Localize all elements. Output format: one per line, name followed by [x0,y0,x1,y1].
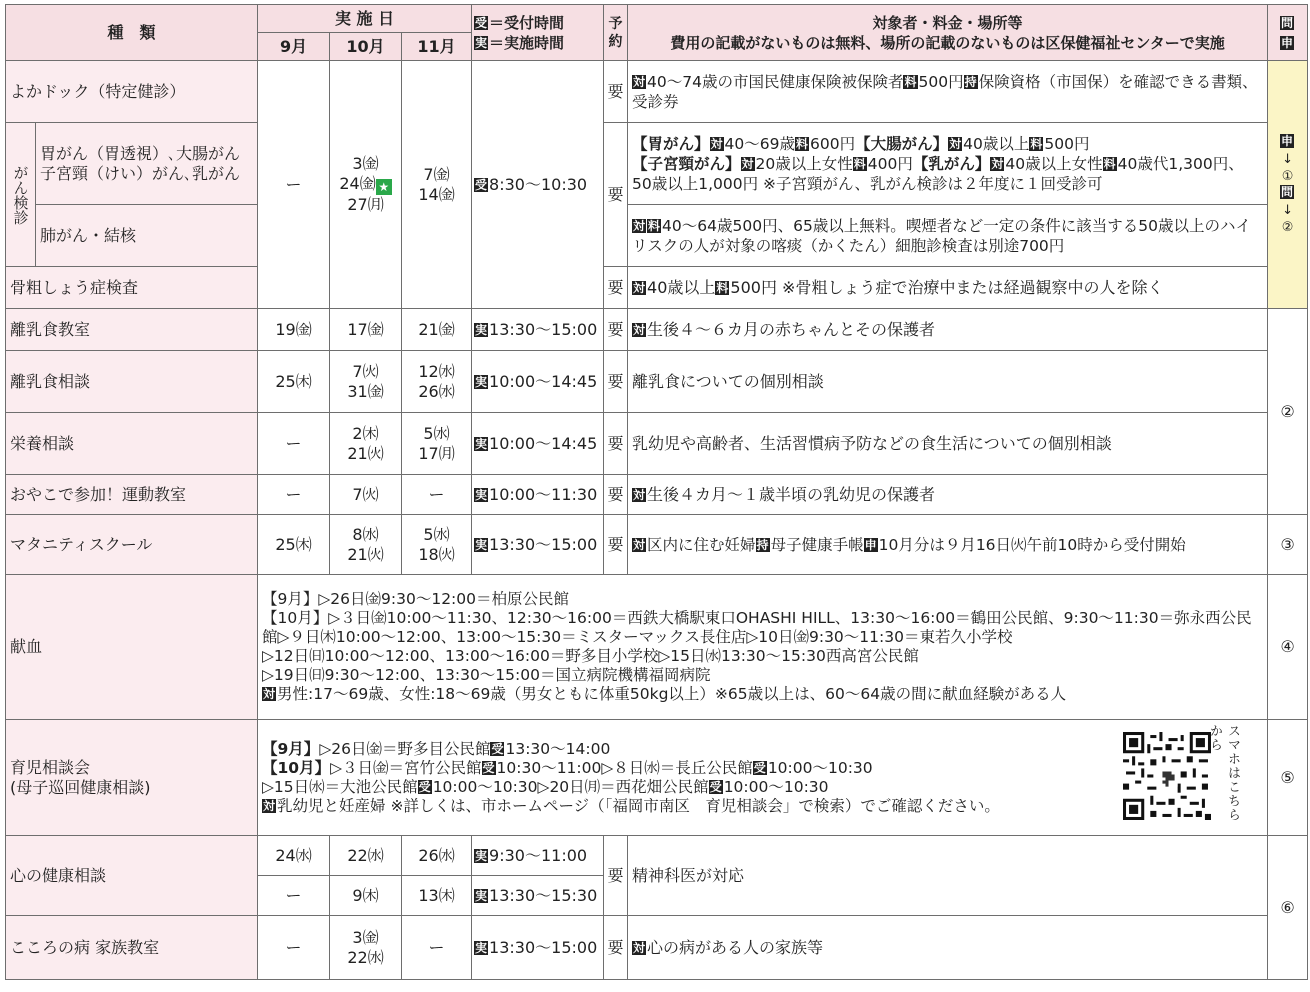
conduct-tag-icon: 実 [475,374,488,389]
oyako-desc [628,475,1268,515]
oyako-time [472,475,604,515]
gan-desc1-c: 600円 [810,134,856,153]
rinyu-consult-oct [330,351,402,413]
sumaho-text: スマホはこちらから [1207,724,1241,822]
kenketsu-line3: ▷12日㈰10:00〜12:00、13:00〜16:00＝野多目小学校▷15日㈬13:30〜15:30西高宮公民館 [262,647,919,665]
fee-tag-icon: 料 [648,218,661,233]
oyako-oct: 7㈫ [330,475,402,515]
eiyo-nov1: 5㈬ [423,423,450,443]
rinyu-class-sep: 19㈮ [258,309,330,351]
eiyo-sep: ー [258,413,330,475]
header-type: 種 類 [6,5,258,61]
row-name-eiyo: 栄養相談 [6,413,258,475]
ikuji-line2-a: 【10月】 [262,758,331,777]
reception-tag-icon: 受 [418,779,431,794]
header-time-line1: ＝受付時間 [489,13,565,32]
gan-desc1 [628,123,1268,205]
kokoro-family-oct2: 22㈬ [347,947,384,967]
gan-desc1-g: 【子宮頸がん】 [632,154,741,173]
row-req-yoka: 要 [604,61,628,123]
table-row [6,720,1308,836]
gan-time [472,61,604,309]
row-name-maternity: マタニティスクール [6,515,258,575]
maternity-desc [628,515,1268,575]
ikuji-detail [258,720,1268,836]
kokoro-time1-text: 9:30〜11:00 [489,845,588,865]
fee-tag-icon: 料 [1030,136,1043,151]
contact-5: ⑤ [1268,720,1308,836]
contact-2: ② [1268,309,1308,515]
reception-tag-icon: 受 [475,177,488,192]
contact-tag-icon: 問 [1281,15,1294,30]
kokoro-family-sep: ー [258,916,330,980]
bone-desc-a: 40歳以上 [647,277,716,297]
gan-desc1-i: 400円 [867,154,913,173]
ikuji-name1: 育児相談会 [10,757,91,777]
star-icon: ★ [376,179,392,195]
contact-4: ④ [1268,575,1308,720]
gan-req: 要 [604,123,628,267]
conduct-tag-icon: 実 [475,537,488,552]
oyako-sep: ー [258,475,330,515]
kokoro-family-req: 要 [604,916,628,980]
header-target-line1: 対象者・料金・場所等 [872,13,1023,32]
table-row [6,123,1308,205]
rinyu-class-time-text: 13:30〜15:00 [489,319,598,339]
fee-tag-icon: 料 [796,136,809,151]
header-time-line2: ＝実施時間 [489,33,565,52]
target-tag-icon: 対 [741,156,754,171]
table-row [6,475,1308,515]
kokoro-family-time [472,916,604,980]
kokoro-oct2: 9㈭ [330,876,402,916]
kokoro-family-desc-text: 心の病がある人の家族等 [647,937,824,957]
gan-date-nov [402,61,472,309]
kokoro-desc: 精神科医が対応 [628,836,1268,916]
rinyu-consult-sep: 25㈭ [258,351,330,413]
rinyu-class-time [472,309,604,351]
target-tag-icon: 対 [633,940,646,955]
rinyu-consult-time [472,351,604,413]
gan-desc1-b: 40〜69歳 [724,134,795,153]
kokoro-time2-text: 13:30〜15:30 [489,885,598,905]
kokoro-family-desc [628,916,1268,980]
gan-label [6,123,36,267]
kenketsu-detail [258,575,1268,720]
ikuji-line1-b: ▷26日㈮＝野多目公民館 [319,739,491,758]
kokoro-family-time-text: 13:30〜15:00 [489,937,598,957]
reception-tag-icon: 受 [482,760,495,775]
apply-tag-icon: 申 [1281,133,1294,148]
reception-tag-icon: 受 [491,741,504,756]
bring-tag-icon: 持 [964,74,977,89]
maternity-desc-c: 10月分は９月16日㈫午前10時から受付開始 [878,535,1186,554]
apply-tag-icon: 申 [864,537,877,552]
maternity-desc-a: 区内に住む妊婦 [647,535,756,554]
gan-desc1-h: 20歳以上女性 [755,154,853,173]
rinyu-consult-req: 要 [604,351,628,413]
oyako-desc-text: 生後４カ月〜１歳半頃の乳幼児の保護者 [647,484,936,504]
gan-date-oct3: 27㈪ [347,195,384,214]
gan-desc2-text: 40〜64歳500円、65歳以上無料。喫煙者など一定の条件に該当する50歳以上のハイリスクの人が対象の喀痰（かくたん）細胞診検査は別途700円 [632,216,1252,255]
gan-time-text: 8:30〜10:30 [489,174,588,194]
kokoro-family-oct [330,916,402,980]
ikuji-line4: 乳幼児と妊産婦 ※詳しくは、市ホームページ（「福岡市南区 育児相談会」で検索）でご確認ください。 [277,796,1000,815]
header-time [472,5,604,61]
row-desc-bone [628,267,1268,309]
eiyo-desc: 乳幼児や高齢者、生活習慣病予防などの食生活についての個別相談 [628,413,1268,475]
row-name-kokoro: 心の健康相談 [6,836,258,916]
table-row [6,267,1308,309]
conduct-tag-icon: 実 [475,848,488,863]
gan-desc1-d: 【大腸がん】 [855,134,949,153]
eiyo-time [472,413,604,475]
header-target-line2: 費用の記載がないものは無料、場所の記載のないものは区保健福祉センターで実施 [670,33,1225,52]
maternity-time [472,515,604,575]
row-name-bone: 骨粗しょう症検査 [6,267,258,309]
maternity-oct2: 21㈫ [347,544,384,564]
rinyu-class-desc [628,309,1268,351]
target-tag-icon: 対 [633,218,646,233]
kenketsu-line4: ▷19日㈰9:30〜12:00、13:30〜15:00＝国立病院機構福岡病院 [262,666,711,684]
row-name-rinyu-class: 離乳食教室 [6,309,258,351]
target-tag-icon: 対 [633,74,646,89]
ikuji-line3-b: 10:00〜10:30▷20日㈪＝西花畑公民館 [432,777,709,796]
rinyu-consult-desc: 離乳食についての個別相談 [628,351,1268,413]
conduct-tag-icon: 実 [475,322,488,337]
gan-date-oct [330,61,402,309]
gan-date-sep: ー [258,61,330,309]
maternity-req: 要 [604,515,628,575]
fee-tag-icon: 料 [853,156,866,171]
fee-tag-icon: 料 [1103,156,1116,171]
rinyu-consult-oct1: 7㈫ [352,361,379,381]
conduct-tag-icon: 実 [475,436,488,451]
bring-tag-icon: 持 [756,537,769,552]
gan-desc1-j: 【乳がん】 [912,154,991,173]
rinyu-consult-nov1: 12㈬ [418,361,455,381]
reception-tag-icon: 受 [709,779,722,794]
contact-6: ⑥ [1268,836,1308,980]
kokoro-oct1: 22㈬ [330,836,402,876]
row-name-rinyu-consult: 離乳食相談 [6,351,258,413]
eiyo-oct [330,413,402,475]
kenketsu-line2: 【10月】▷３日㈮10:00〜11:30、12:30〜16:00＝西鉄大橋駅東口OHASHI HILL、13:30〜16:00＝鶴田公民館、9:30〜11:30＝弥永西公民館▷９日㈭10:00〜12:00、13:00〜15:30＝ミスターマックス長住店▷10日㈮9:30〜11:30＝東若久小学校 [262,609,1252,646]
header-month-nov: 11月 [402,33,472,61]
qr-code-icon[interactable] [1123,732,1211,820]
gan-desc1-f: 500円 [1044,134,1090,153]
kokoro-req: 要 [604,836,628,916]
apply-tag-icon: 申 [1281,35,1294,50]
maternity-desc-b: 母子健康手帳 [770,535,864,554]
maternity-oct1: 8㈬ [352,524,379,544]
rinyu-consult-oct2: 31㈮ [347,381,384,401]
gan-desc1-a: 【胃がん】 [632,134,710,153]
contact-group1: 申 ↓ ① 問 ↓ ② [1268,61,1308,309]
gan-date-nov2: 14㈮ [418,184,455,204]
yoka-desc: 40〜74歳の市国民健康保険被保険者 [647,72,904,91]
gan-desc1-k: 40歳以上女性 [1005,154,1103,173]
conduct-tag-icon: 実 [475,35,488,50]
conduct-tag-icon: 実 [475,487,488,502]
fee-tag-icon: 料 [716,280,729,295]
eiyo-req: 要 [604,413,628,475]
maternity-sep: 25㈭ [258,515,330,575]
table-row [6,309,1308,351]
gan-sub2: 肺がん・結核 [36,205,258,267]
conduct-tag-icon: 実 [475,940,488,955]
rinyu-consult-nov2: 26㈬ [418,381,455,401]
target-tag-icon: 対 [633,537,646,552]
header-target [628,5,1268,61]
fee-tag-icon: 料 [904,74,917,89]
gan-desc2 [628,205,1268,267]
yoka-bring: 保険資格（市国保）を確認できる書類、受診券 [632,72,1258,111]
row-req-bone: 要 [604,267,628,309]
gan-label-text: がん検診 [11,164,30,225]
row-name-ikuji [6,720,258,836]
table-row [6,413,1308,475]
target-tag-icon: 対 [633,487,646,502]
maternity-nov [402,515,472,575]
gan-date-oct1: 3㈮ [352,154,379,173]
ikuji-line1-c: 13:30〜14:00 [505,739,611,758]
kenketsu-line1: 【9月】▷26日㈮9:30〜12:00＝柏原公民館 [262,590,569,608]
kokoro-family-nov: ー [402,916,472,980]
contact-number-1: ① [1281,168,1294,184]
eiyo-nov [402,413,472,475]
rinyu-class-desc-text: 生後４〜６カ月の赤ちゃんとその保護者 [647,319,936,339]
rinyu-class-nov: 21㈮ [402,309,472,351]
ikuji-line2-d: 10:00〜10:30 [767,758,873,777]
contact-number-2: ② [1281,219,1294,235]
rinyu-consult-time-text: 10:00〜14:45 [489,371,598,391]
row-name-kenketsu: 献血 [6,575,258,720]
target-tag-icon: 対 [949,136,962,151]
ikuji-line2-c: 10:30〜11:00▷８日㈬＝長丘公民館 [496,758,753,777]
eiyo-time-text: 10:00〜14:45 [489,433,598,453]
row-name-kokoro-family: こころの病 家族教室 [6,916,258,980]
maternity-time-text: 13:30〜15:00 [489,534,598,554]
contact-3: ③ [1268,515,1308,575]
table-row [6,836,1308,876]
rinyu-class-oct: 17㈮ [330,309,402,351]
row-name-oyako: おやこで参加！運動教室 [6,475,258,515]
ikuji-line3-c: 10:00〜10:30 [723,777,829,796]
target-tag-icon: 対 [633,322,646,337]
target-tag-icon: 対 [710,136,723,151]
ikuji-line1-a: 【9月】 [262,739,320,758]
table-row [6,515,1308,575]
gan-sub1: 胃がん（胃透視）､大腸がん子宮頸（けい）がん､乳がん [36,123,258,205]
kokoro-nov2: 13㈭ [402,876,472,916]
yoka-fee: 500円 [918,72,964,91]
ikuji-line3-a: ▷15日㈬＝大池公民館 [262,777,418,796]
bone-desc-b: 500円 ※骨粗しょう症で治療中または経過観察中の人を除く [730,277,1164,297]
table-row [6,61,1308,123]
schedule-table [5,4,1308,980]
oyako-time-text: 10:00〜11:30 [489,484,598,504]
kokoro-sep2: ー [258,876,330,916]
kokoro-family-oct1: 3㈮ [352,927,379,947]
eiyo-oct1: 2㈭ [352,423,379,443]
rinyu-class-req: 要 [604,309,628,351]
table-row [6,575,1308,720]
maternity-nov2: 18㈫ [418,544,455,564]
row-desc-yoka [628,61,1268,123]
table-row [6,351,1308,413]
target-tag-icon: 対 [991,156,1004,171]
eiyo-oct2: 21㈫ [347,443,384,463]
reception-tag-icon: 受 [753,760,766,775]
header-month-oct: 10月 [330,33,402,61]
gan-date-nov1: 7㈮ [423,164,450,184]
target-tag-icon: 対 [633,280,646,295]
header-reserve: 予約 [604,5,628,61]
row-name-yoka: よかドック（特定健診） [6,61,258,123]
contact-tag-icon: 問 [1281,184,1294,199]
eiyo-nov2: 17㈪ [418,443,455,463]
table-row [6,916,1308,980]
table-row [6,205,1308,267]
kokoro-sep1: 24㈬ [258,836,330,876]
oyako-nov: ー [402,475,472,515]
reception-tag-icon: 受 [475,15,488,30]
ikuji-line2-b: ▷３日㈮＝宮竹公民館 [330,758,482,777]
conduct-tag-icon: 実 [475,888,488,903]
maternity-nov1: 5㈬ [423,524,450,544]
maternity-oct [330,515,402,575]
kokoro-time2 [472,876,604,916]
target-tag-icon: 対 [263,798,276,813]
rinyu-consult-nov [402,351,472,413]
header-contact [1268,5,1308,61]
header-date-group: 実 施 日 [258,5,472,33]
gan-date-oct2: 24㈮ [339,174,376,193]
kokoro-nov1: 26㈬ [402,836,472,876]
gan-desc1-l: 40歳代1,300円、50歳以上1,000円 ※子宮頸がん、乳がん検診は２年度に１回受診可 [632,154,1244,193]
kenketsu-line5: 男性:17〜69歳、女性:18〜69歳（男女ともに体重50kg以上）※65歳以上は、60〜64歳の間に献血経験がある人 [277,685,1067,703]
oyako-req: 要 [604,475,628,515]
ikuji-name2: (母子巡回健康相談) [10,777,151,797]
target-tag-icon: 対 [263,687,276,701]
header-month-sep: 9月 [258,33,330,61]
gan-desc1-e: 40歳以上 [963,134,1030,153]
kokoro-time1 [472,836,604,876]
